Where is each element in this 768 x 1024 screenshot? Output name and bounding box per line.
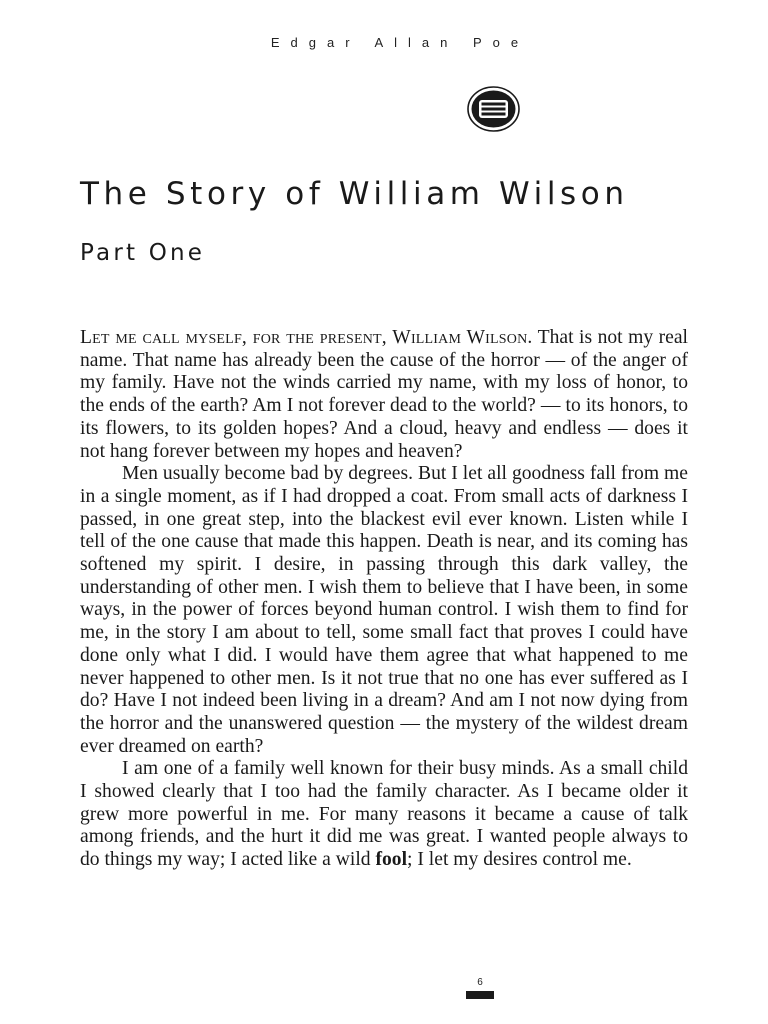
body-text — [80, 327, 688, 872]
chapter-title: The Story of William Wilson — [80, 176, 629, 212]
paragraph-1 — [80, 327, 688, 463]
glossary-word: fool — [375, 849, 408, 871]
page-number: 6 — [477, 977, 483, 988]
paragraph-1-text: That is not my real name. That name has already been the cause of the horror — of the anger of my family. Have not the winds carried my name, with my loss of honor, to the ends of the earth? Am I not forever dead to the world? — to its honors, to its flowers, to its golden hopes? And a cloud, heavy and endless — does it not hang forever between my hopes and heaven? — [80, 327, 688, 462]
paragraph-3-text-after: ; I let my desires control me. — [407, 849, 632, 871]
publisher-logo-icon — [467, 86, 520, 132]
chapter-part: Part One — [80, 240, 206, 266]
paragraph-2: Men usually become bad by degrees. But I let all goodness fall from me in a single moment, as if I had dropped a coat. From small acts of darkness I passed, in one great step, into the blackest evil ever known. Listen while I tell of the one cause that made this happen. Death is near, and its coming has softened my spirit. I desire, in passing through this dark valley, the understanding of other men. I wish them to believe that I have been, in some ways, in the power of forces beyond human control. I wish them to find for me, in the story I am about to tell, some small fact that proves I could have done only what I did. I would have them agree that what happened to me never happened to other men. Is it not true that no one has ever suffered as I do? Have I not indeed been living in a dream? And am I not now dying from the horror and the unanswered question — the mystery of the wildest dream ever dreamed on earth? — [80, 463, 688, 757]
page-number-bar — [466, 991, 494, 999]
paragraph-lead-in: Let me call myself, for the present, William Wilson. — [80, 327, 533, 348]
paragraph-3-text-before: I am one of a family well known for their busy minds. As a small child I showed clearly that I too had the family character. As I became older it grew more powerful in me. For many reasons it became a cause of talk among friends, and the hurt it did me was great. I wanted people always to do things my way; I acted like a wild — [80, 758, 688, 871]
paragraph-3 — [80, 758, 688, 872]
running-head-author: Edgar Allan Poe — [270, 35, 530, 50]
